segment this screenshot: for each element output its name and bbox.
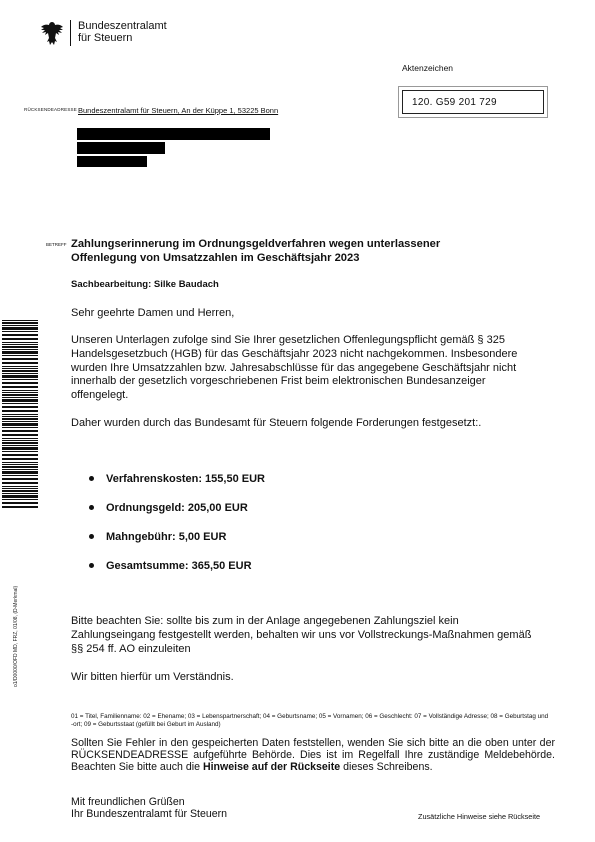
barcode-bar — [2, 416, 38, 417]
barcode-bar — [2, 322, 38, 324]
barcode-bar — [2, 499, 38, 500]
barcode-bar — [2, 403, 38, 404]
barcode-bar — [2, 506, 38, 508]
redacted-address-line-3 — [77, 156, 147, 167]
data-correction-notice — [71, 738, 555, 773]
barcode-bar — [2, 392, 38, 393]
barcode-bar — [2, 493, 38, 494]
closing-greeting: Mit freundlichen Grüßen Ihr Bundeszentralamt für Steuern — [71, 796, 228, 820]
barcode-bar — [2, 430, 38, 432]
barcode-bar — [2, 344, 38, 345]
barcode-bar — [2, 427, 38, 428]
barcode-bar — [2, 349, 38, 350]
aktenzeichen-value: 120. G59 201 729 — [412, 97, 497, 108]
claims-list — [89, 467, 265, 583]
paragraph-3: Bitte beachten Sie: sollte bis zum in der Anlage angegebenen Zahlungsziel kein Zahlungseingang festgestellt werden, behalten wir uns vor Vollstreckungs-Maßnahmen gemäß §§ 254 ff. AO einzuleiten — [71, 615, 532, 655]
barcode-bar — [2, 488, 38, 489]
barcode-bar — [2, 471, 38, 474]
barcode-bar — [2, 434, 38, 436]
list-item: Ordnungsgeld: 205,00 EUR — [89, 496, 265, 525]
barcode — [2, 320, 38, 510]
barcode-bar — [2, 464, 38, 465]
barcode-bar — [2, 466, 38, 468]
ruecksende-address: Bundeszentralamt für Steuern, An der Küppe 1, 53225 Bonn — [78, 106, 279, 115]
barcode-bar — [2, 334, 38, 336]
salutation: Sehr geehrte Damen und Herren, — [71, 307, 235, 319]
aktenzeichen-label: Aktenzeichen — [402, 63, 454, 73]
barcode-bar — [2, 418, 38, 420]
barcode-bar — [2, 414, 38, 415]
barcode-bar — [2, 445, 38, 446]
barcode-bar — [2, 423, 38, 426]
barcode-bar — [2, 399, 38, 402]
barcode-bar — [2, 368, 38, 369]
barcode-bar — [2, 338, 38, 340]
list-item: Verfahrenskosten: 155,50 EUR — [89, 467, 265, 496]
barcode-bar — [2, 406, 38, 408]
redacted-address-line-1 — [77, 128, 270, 140]
paragraph-4: Wir bitten hierfür um Verständnis. — [71, 671, 234, 683]
barcode-bar — [2, 331, 38, 332]
aktenzeichen-box — [402, 90, 544, 114]
org-name: Bundeszentralamt für Steuern — [78, 20, 167, 44]
barcode-bar — [2, 442, 38, 444]
notice-text-end: dieses Schreibens. — [340, 760, 433, 773]
barcode-bar — [2, 370, 38, 372]
list-item: Gesamtsumme: 365,50 EUR — [89, 554, 265, 583]
barcode-bar — [2, 358, 38, 360]
barcode-bar — [2, 421, 38, 422]
barcode-bar — [2, 382, 38, 384]
barcode-bar — [2, 447, 38, 450]
barcode-bar — [2, 362, 38, 364]
logo-divider — [70, 20, 71, 46]
footer-note: Zusätzliche Hinweise siehe Rückseite — [418, 812, 541, 821]
barcode-bar — [2, 327, 38, 330]
barcode-bar — [2, 373, 38, 374]
barcode-bar — [2, 325, 38, 326]
barcode-bar — [2, 462, 38, 463]
barcode-bar — [2, 355, 38, 356]
side-form-code: o1/D0000/OFD MD, FRZ, 01/08, (D-Merkmal) — [13, 585, 19, 687]
barcode-bar — [2, 490, 38, 492]
barcode-bar — [2, 486, 38, 487]
barcode-bar — [2, 390, 38, 391]
barcode-bar — [2, 469, 38, 470]
notice-text: Sollten Sie Fehler in den gespeicherten Daten feststellen, wenden Sie sich bitte an die oben unter der RÜCKSENDEADRESSE aufgeführte Behörde. Dies ist im Regelfall Ihre zuständige Meldebehörde. Beachten Sie bitte auch die — [71, 737, 555, 773]
sachbearbeitung: Sachbearbeitung: Silke Baudach — [71, 279, 219, 290]
barcode-bar — [2, 351, 38, 354]
paragraph-2: Daher wurden durch das Bundesamt für Steuern folgende Forderungen festgesetzt:. — [71, 417, 482, 429]
federal-eagle-logo — [40, 20, 64, 48]
barcode-bar — [2, 482, 38, 484]
list-item: Mahngebühr: 5,00 EUR — [89, 525, 265, 554]
barcode-bar — [2, 478, 38, 480]
barcode-bar — [2, 495, 38, 498]
ruecksende-label: RÜCKSENDEADRESSE — [24, 107, 77, 112]
subject-line: Zahlungserinnerung im Ordnungsgeldverfahren wegen unterlassener Offenlegung von Umsatzzahlen im Geschäftsjahr 2023 — [71, 238, 441, 264]
barcode-bar — [2, 379, 38, 380]
barcode-bar — [2, 320, 38, 321]
barcode-bar — [2, 502, 38, 504]
betreff-label: BETREFF — [46, 242, 67, 247]
barcode-bar — [2, 454, 38, 456]
barcode-bar — [2, 438, 38, 439]
barcode-bar — [2, 394, 38, 396]
barcode-bar — [2, 410, 38, 412]
field-legend: 01 = Titel, Familienname: 02 = Ehename; 03 = Lebenspartnerschaft; 04 = Geburtsname; 05 = Vornamen; 06 = Geschlecht: 07 = Vollständige Adresse; 08 = Geburtstag und -ort; 09 = Geburtsstaat (gefüllt bei Geburt im Ausland) — [71, 713, 549, 728]
barcode-bar — [2, 475, 38, 476]
barcode-bar — [2, 366, 38, 367]
barcode-bar — [2, 375, 38, 378]
barcode-bar — [2, 346, 38, 348]
barcode-bar — [2, 440, 38, 441]
barcode-bar — [2, 397, 38, 398]
barcode-bar — [2, 451, 38, 452]
barcode-bar — [2, 458, 38, 460]
notice-bold: Hinweise auf der Rückseite — [202, 760, 341, 773]
paragraph-1: Unseren Unterlagen zufolge sind Sie Ihrer gesetzlichen Offenlegungspflicht gemäß § 325 Handelsgesetzbuch (HGB) für das Geschäftsjahr 2023 nicht nachgekommen. Insbesondere wurden Ihre Umsatzzahlen bzw. Jahresabschlüsse für das angegebene Geschäftsjahr nicht innerhalb der gesetzlich vorgeschriebenen Frist beim elektronischen Bundesanzeiger offengelegt. — [71, 334, 518, 402]
barcode-bar — [2, 386, 38, 388]
redacted-address-line-2 — [77, 142, 165, 154]
barcode-bar — [2, 342, 38, 343]
